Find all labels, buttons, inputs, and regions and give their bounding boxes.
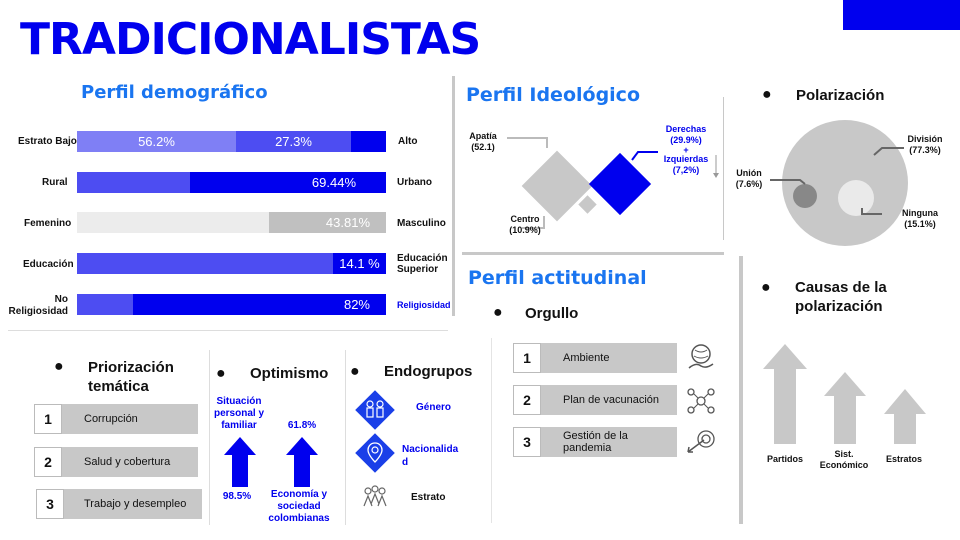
rank-label: Trabajo y desempleo — [64, 489, 202, 519]
circle-union — [793, 184, 817, 208]
endo-label: Nacionalidad — [402, 444, 459, 468]
arrow-economico-icon — [824, 372, 866, 444]
connector-derechas — [632, 152, 658, 160]
label-ninguna-name: Ninguna — [902, 208, 938, 218]
demo-bar-religiosidad — [77, 294, 386, 315]
gender-people-icon — [355, 390, 395, 430]
causas-title: Causas de la polarización — [795, 279, 887, 315]
rank-number: 2 — [34, 447, 62, 477]
demo-right-label: Religiosidad — [397, 300, 451, 310]
diamond-apatia — [522, 151, 593, 222]
divider-vertical-5 — [345, 350, 346, 525]
bullet: ● — [350, 363, 360, 380]
causa-label: Sist. Económico — [819, 449, 869, 470]
label-izquierdas-value: (7,2%) — [672, 165, 700, 175]
bar-value: 14.1 % — [339, 256, 380, 271]
page-title: TRADICIONALISTAS — [20, 14, 481, 65]
bar-segment-religiosidad — [133, 294, 386, 315]
bar-segment-medio — [236, 131, 351, 152]
rank-number: 3 — [36, 489, 64, 519]
bar-value: 82% — [343, 297, 370, 312]
bullet: ● — [216, 365, 226, 382]
label-ninguna-value: (15.1%) — [904, 219, 936, 229]
demo-left-label: Rural — [42, 177, 68, 188]
bar-value: 43.81% — [325, 215, 370, 230]
rank-label: Plan de vacunación — [541, 385, 677, 415]
rank-label: Gestión de la pandemia — [541, 427, 677, 457]
optim-left-value: 98.5% — [222, 491, 252, 502]
prior-title: Priorización temática — [88, 359, 174, 395]
rank-number: 1 — [34, 404, 62, 434]
prior-item — [34, 447, 198, 477]
label-union — [733, 168, 765, 190]
label-union-value: (7.6%) — [735, 179, 763, 189]
circle-division — [782, 120, 908, 246]
optim-right-label: Economía y sociedad colombianas — [268, 489, 330, 524]
optim-arrows — [222, 437, 332, 487]
connector-apatia — [507, 138, 547, 148]
label-division — [902, 134, 948, 156]
arrow-up-icon — [286, 437, 318, 487]
label-apatia-value: (52.1) — [471, 142, 495, 152]
demo-right-label: Alto — [398, 136, 418, 147]
divider-horizontal-1 — [462, 252, 724, 255]
demo-left-label: Educación — [23, 259, 74, 270]
arrow-head-icon — [713, 173, 719, 178]
label-division-value: (77.3%) — [909, 145, 941, 155]
diamond-derechas — [589, 153, 651, 215]
rank-label: Corrupción — [62, 404, 198, 434]
ideo-title: Perfil Ideológico — [466, 84, 640, 106]
label-apatia — [463, 131, 503, 153]
demo-left-label: Femenino — [24, 218, 72, 229]
endo-title: Endogrupos — [384, 363, 473, 380]
divider-horizontal-2 — [8, 330, 448, 331]
divider-vertical-3 — [739, 256, 743, 524]
bar-value: 27.3% — [275, 134, 312, 149]
causa-label: Partidos — [766, 454, 803, 464]
label-plus: + — [683, 145, 689, 155]
bar-segment-masculino — [269, 212, 386, 233]
actitud-title: Perfil actitudinal — [468, 267, 647, 289]
bullet: ● — [54, 358, 64, 375]
globe-hand-icon — [686, 342, 716, 372]
orgullo-item — [513, 427, 677, 457]
rank-number: 2 — [513, 385, 541, 415]
label-centro-value: (10.9%) — [509, 225, 541, 235]
label-centro — [503, 214, 547, 236]
divider-vertical-2 — [723, 97, 724, 240]
bar-value: 69.44% — [311, 175, 356, 190]
orgullo-item — [513, 385, 677, 415]
polar-title: Polarización — [796, 87, 885, 104]
divider-vertical-6 — [491, 338, 492, 523]
rank-number: 1 — [513, 343, 541, 373]
demo-bar-residencia — [77, 172, 386, 193]
label-derechas-name: Derechas — [665, 124, 707, 134]
arrow-estratos-icon — [884, 389, 926, 444]
endo-label: Estrato — [411, 492, 446, 503]
label-union-name: Unión — [736, 168, 762, 178]
label-centro-name: Centro — [510, 214, 540, 224]
optim-right-value: 61.8% — [287, 420, 317, 431]
label-ninguna — [896, 208, 944, 230]
demo-title: Perfil demográfico — [81, 82, 268, 103]
optim-left-label: Situación personal y familiar — [213, 396, 265, 431]
corner-accent — [843, 0, 960, 30]
demo-bar-estrato — [77, 131, 386, 152]
bar-value: 56.2% — [138, 134, 175, 149]
rank-label: Ambiente — [541, 343, 677, 373]
bullet: ● — [761, 279, 771, 296]
orgullo-item — [513, 343, 677, 373]
bar-segment-rural — [77, 172, 190, 193]
bar-segment-bajo — [77, 131, 236, 152]
bar-segment-no-religiosidad — [77, 294, 133, 315]
bullet: ● — [493, 304, 503, 321]
demo-right-label: Masculino — [397, 218, 446, 229]
demo-bar-genero — [77, 212, 386, 233]
location-pin-icon — [355, 433, 395, 473]
target-arrow-icon — [686, 428, 716, 458]
optim-title: Optimismo — [250, 365, 329, 382]
causa-label: Estratos — [885, 454, 922, 464]
demo-right-label: Urbano — [397, 177, 432, 188]
arrow-partidos-icon — [763, 344, 807, 444]
prior-item — [34, 404, 198, 434]
orgullo-title: Orgullo — [525, 305, 579, 322]
label-division-name: División — [907, 134, 943, 144]
people-network-icon — [686, 386, 716, 416]
circle-ninguna — [838, 180, 874, 216]
bar-segment-femenino — [77, 212, 269, 233]
label-derechas — [660, 124, 712, 176]
divider-vertical-1 — [452, 76, 455, 316]
label-izquierdas-name: Izquierdas — [663, 154, 709, 164]
divider-vertical-4 — [209, 350, 210, 525]
label-apatia-name: Apatía — [469, 131, 497, 141]
group-people-icon — [360, 484, 390, 510]
bar-segment-superior — [333, 253, 386, 274]
endo-label: Género — [416, 402, 452, 413]
arrow-up-icon — [224, 437, 256, 487]
label-derechas-value: (29.9%) — [670, 135, 702, 145]
demo-left-label: Estrato Bajo — [18, 136, 77, 147]
demo-right-label: Educación Superior — [397, 253, 448, 275]
demo-left-label: No Religiosidad — [8, 294, 68, 317]
rank-label: Salud y cobertura — [62, 447, 198, 477]
bullet: ● — [762, 86, 772, 103]
rank-number: 3 — [513, 427, 541, 457]
bar-segment-urbano — [190, 172, 386, 193]
demo-bar-educacion — [77, 253, 386, 274]
diamond-centro — [578, 195, 596, 213]
causas-arrows — [760, 344, 930, 444]
prior-item — [36, 489, 202, 519]
bar-segment-alto — [351, 131, 386, 152]
bar-segment-educacion — [77, 253, 333, 274]
